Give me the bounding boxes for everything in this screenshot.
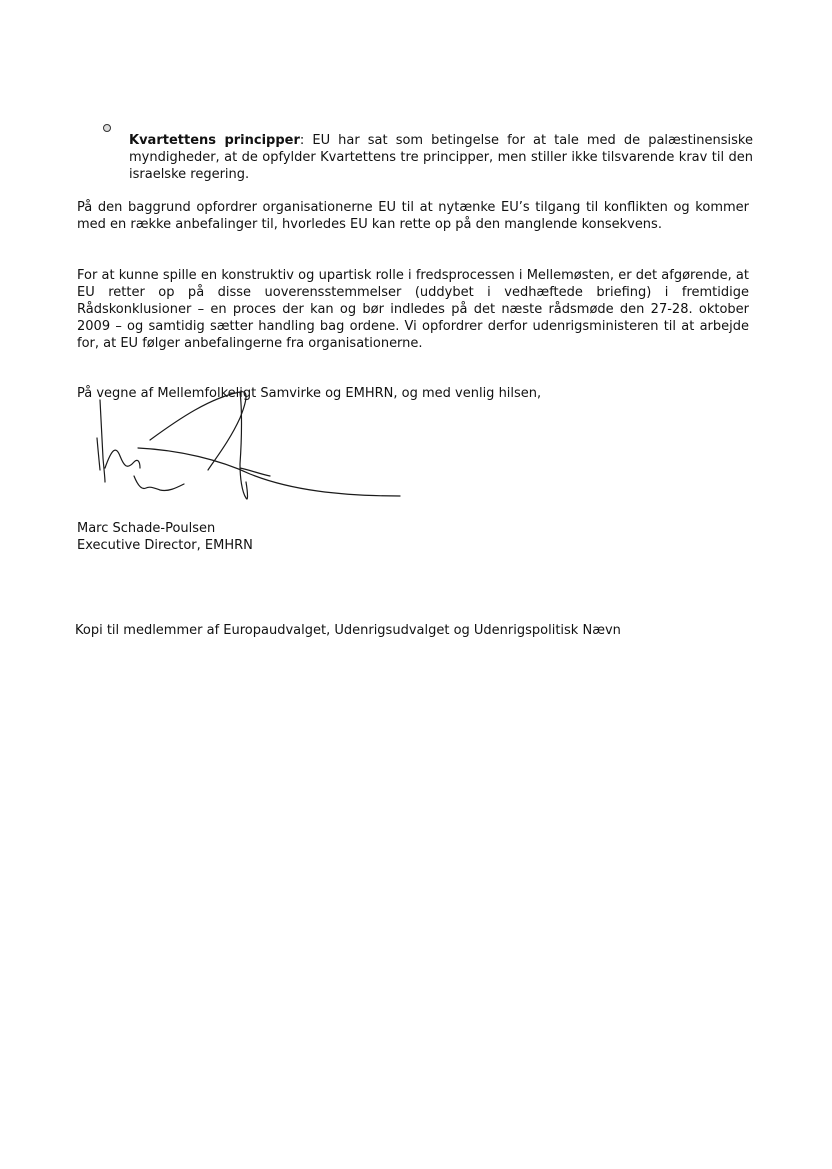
paragraph-1: På den baggrund opfordrer organisationerne EU til at nytænke EU’s tilgang til konflikten og kommer med en række anbefalinger til, hvorledes EU kan rette op på den manglende konsekvens. (77, 200, 749, 232)
copy-note: Kopi til medlemmer af Europaudvalget, Udenrigsudvalget og Udenrigspolitisk Nævn (75, 623, 621, 638)
bullet-body-text: : EU har sat som betingelse for at tale med de palæstinensiske myndigheder, at de opfylder Kvartettens tre principper, men stiller ikke tilsvarende krav til den israelske regering. (129, 133, 753, 182)
closing-line: På vegne af Mellemfolkeligt Samvirke og EMHRN, og med venlig hilsen, (77, 386, 542, 401)
bullet-icon (103, 124, 111, 132)
paragraph-2: For at kunne spille en konstruktiv og upartisk rolle i fredsprocessen i Mellemøsten, er det afgørende, at EU retter op på disse uoverensstemmelser (uddybet i vedhæftede briefing) i fremtidige Rådskonklusioner – en proces der kan og bør indledes på det næste rådsmøde den 27-28. oktober 2009 – og samtidig sætter handling bag ordene. Vi opfordrer derfor udenrigsministeren til at arbejde for, at EU følger anbefalingerne fra organisationerne. (77, 268, 749, 351)
bullet-text (129, 132, 753, 183)
signer-title: Executive Director, EMHRN (77, 538, 253, 553)
signer-name: Marc Schade-Poulsen (77, 521, 216, 536)
handwritten-signature (90, 378, 410, 513)
bullet-title: Kvartettens principper (129, 133, 300, 148)
